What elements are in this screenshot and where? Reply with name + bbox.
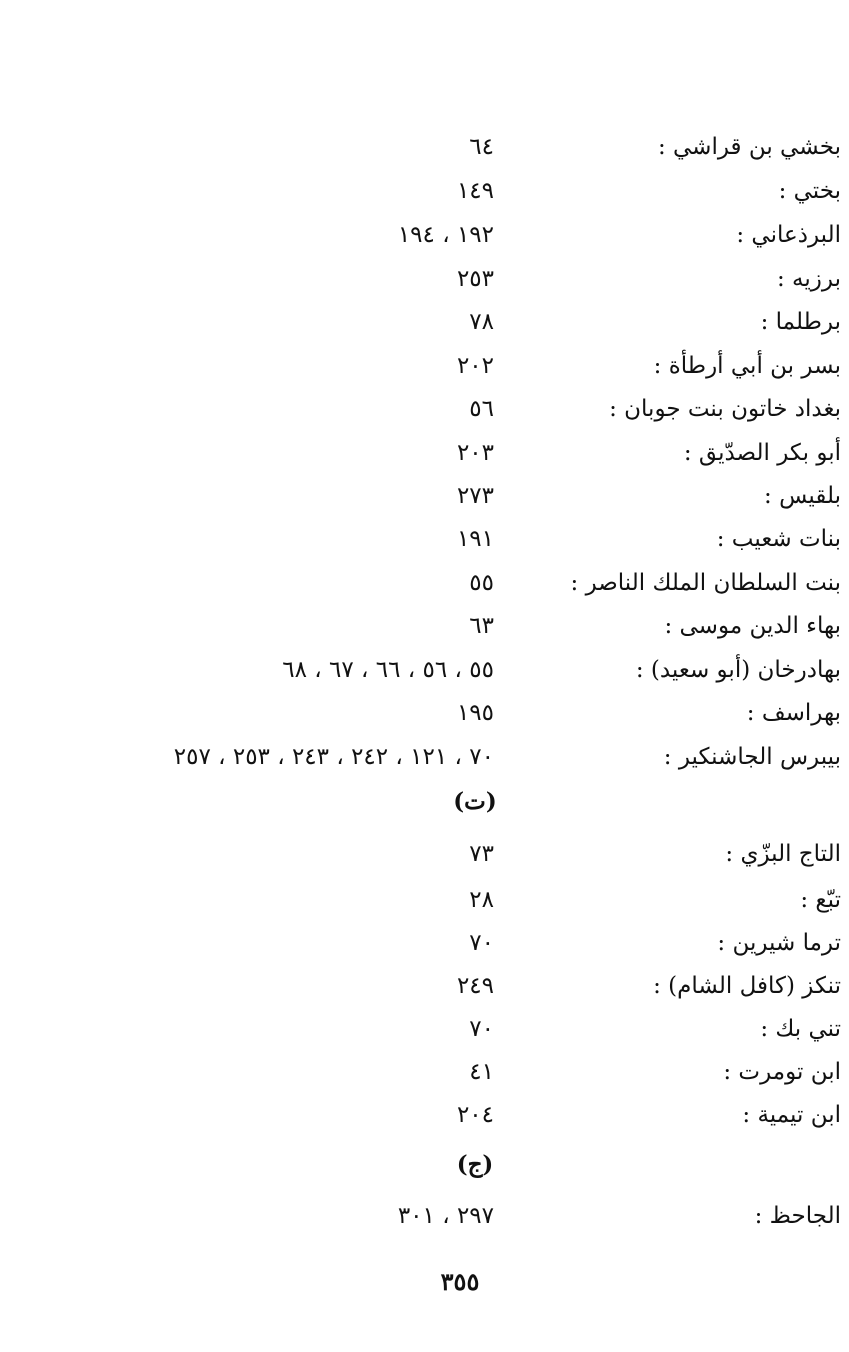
entry-name: التاج البزّي : bbox=[725, 841, 841, 867]
entry-pages: ٢٠٣ bbox=[456, 440, 494, 466]
entry-name: بسر بن أبي أرطأة : bbox=[653, 353, 841, 379]
entry-name: بنت السلطان الملك الناصر : bbox=[570, 570, 841, 596]
entry-pages: ٧٣ bbox=[469, 841, 494, 867]
entry-pages: ٢٧٣ bbox=[456, 483, 494, 509]
entry-pages: ١٩٥ bbox=[456, 700, 494, 726]
index-entry bbox=[0, 389, 849, 429]
entry-pages: ٤١ bbox=[469, 1059, 494, 1085]
index-entry bbox=[0, 346, 849, 386]
index-entry bbox=[0, 171, 849, 211]
index-entry bbox=[0, 966, 849, 1006]
entry-name: بنات شعيب : bbox=[716, 526, 841, 552]
index-entry bbox=[0, 606, 849, 646]
entry-name: بخشي بن قراشي : bbox=[657, 134, 841, 160]
entry-name: بهادرخان (أبو سعيد) : bbox=[635, 657, 841, 683]
entry-pages: ٢٥٣ bbox=[456, 266, 494, 292]
index-entry bbox=[0, 693, 849, 733]
entry-name: ترما شيرين : bbox=[717, 930, 841, 956]
index-entry bbox=[0, 563, 849, 603]
entry-pages: ٧٠ bbox=[469, 930, 494, 956]
entry-name: برطلما : bbox=[760, 309, 841, 335]
entry-pages: ٢٠٢ bbox=[456, 353, 494, 379]
entry-pages: ١٩٢ ، ١٩٤ bbox=[397, 222, 494, 248]
entry-name: بهراسف : bbox=[746, 700, 841, 726]
entry-pages: ٢٨ bbox=[469, 887, 494, 913]
entry-name: تني بك : bbox=[760, 1016, 841, 1042]
index-entry bbox=[0, 476, 849, 516]
index-entry bbox=[0, 215, 849, 255]
entry-name: ابن تومرت : bbox=[723, 1059, 841, 1085]
index-entry bbox=[0, 127, 849, 167]
entry-name: ابن تيمية : bbox=[742, 1102, 841, 1128]
entry-name: البرذعاني : bbox=[736, 222, 841, 248]
entry-pages: ٢٩٧ ، ٣٠١ bbox=[397, 1203, 494, 1229]
page-number: ٣٥٥ bbox=[440, 1267, 480, 1296]
entry-pages: ١٩١ bbox=[456, 526, 494, 552]
index-entry bbox=[0, 880, 849, 920]
entry-pages: ٧٨ bbox=[469, 309, 494, 335]
entry-name: الجاحظ : bbox=[754, 1203, 841, 1229]
index-entry bbox=[0, 737, 849, 777]
index-entry bbox=[0, 834, 849, 874]
index-entry bbox=[0, 519, 849, 559]
section-header-jim: (ج) bbox=[456, 1151, 494, 1178]
entry-name: بيبرس الجاشنكير : bbox=[663, 744, 841, 770]
entry-pages: ٢٤٩ bbox=[456, 973, 494, 999]
entry-pages: ٧٠ bbox=[469, 1016, 494, 1042]
entry-pages: ١٤٩ bbox=[456, 178, 494, 204]
index-entry bbox=[0, 1095, 849, 1135]
index-entry bbox=[0, 433, 849, 473]
index-entry bbox=[0, 302, 849, 342]
index-entry bbox=[0, 650, 849, 690]
entry-name: برزيه : bbox=[777, 266, 841, 292]
entry-pages: ٥٥ bbox=[469, 570, 494, 596]
entry-pages: ٦٣ bbox=[469, 613, 494, 639]
entry-pages: ٧٠ ، ١٢١ ، ٢٤٢ ، ٢٤٣ ، ٢٥٣ ، ٢٥٧ bbox=[173, 744, 494, 770]
section-header-ta: (ت) bbox=[453, 788, 497, 815]
entry-name: بختي : bbox=[778, 178, 841, 204]
entry-pages: ٥٦ bbox=[469, 396, 494, 422]
entry-name: تنكز (كافل الشام) : bbox=[653, 973, 841, 999]
entry-pages: ٥٥ ، ٥٦ ، ٦٦ ، ٦٧ ، ٦٨ bbox=[282, 657, 494, 683]
index-entry bbox=[0, 923, 849, 963]
entry-name: أبو بكر الصدّيق : bbox=[683, 440, 841, 466]
index-entry bbox=[0, 259, 849, 299]
entry-name: بهاء الدين موسى : bbox=[664, 613, 841, 639]
entry-name: بلقيس : bbox=[764, 483, 841, 509]
entry-pages: ٦٤ bbox=[469, 134, 494, 160]
index-entry bbox=[0, 1052, 849, 1092]
index-entry bbox=[0, 1009, 849, 1049]
entry-name: بغداد خاتون بنت جوبان : bbox=[609, 396, 841, 422]
entry-name: تبّع : bbox=[800, 887, 841, 913]
entry-pages: ٢٠٤ bbox=[456, 1102, 494, 1128]
index-entry bbox=[0, 1196, 849, 1236]
